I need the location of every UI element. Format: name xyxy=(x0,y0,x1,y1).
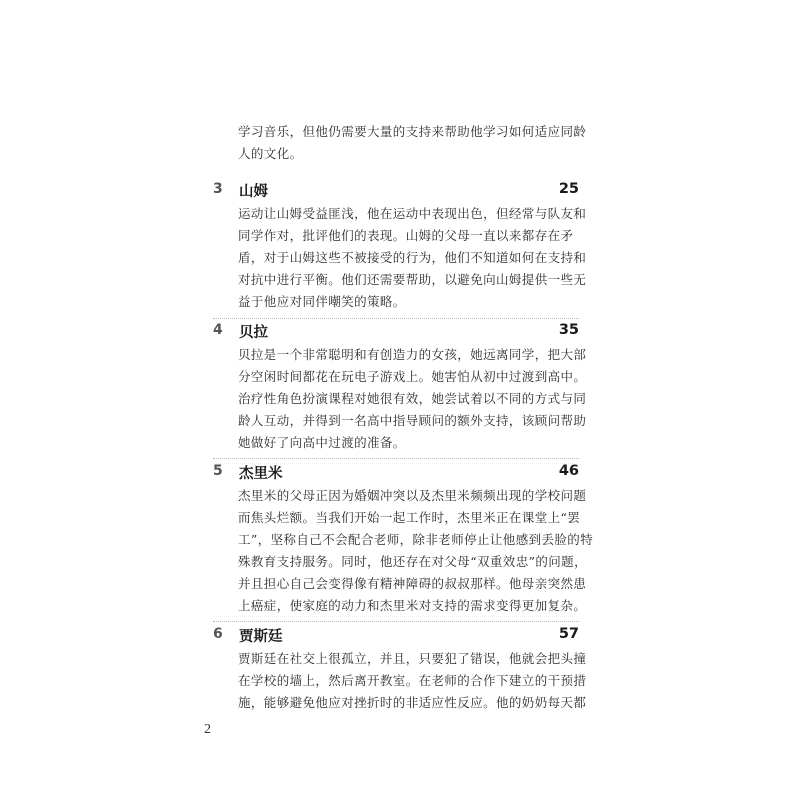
text-line: 而焦头烂额。当我们开始一起工作时，杰里米正在课堂上“罢 xyxy=(238,510,581,525)
entry-summary xyxy=(238,344,587,454)
entry-number: 6 xyxy=(213,626,223,642)
text-line: 人的文化。 xyxy=(238,146,303,161)
text-line: 贾斯廷在社交上很孤立，并且，只要犯了错误，他就会把头撞 xyxy=(238,651,587,666)
text-line: 殊教育支持服务。同时，他还存在对父母“双重效忠”的问题， xyxy=(238,554,587,569)
text-line: 分空闲时间都花在玩电子游戏上。她害怕从初中过渡到高中。 xyxy=(238,369,587,384)
entry-summary xyxy=(238,203,587,313)
entry-header xyxy=(213,463,579,485)
text-line: 贝拉是一个非常聪明和有创造力的女孩，她远离同学，把大部 xyxy=(238,347,587,362)
entry-page-number: 35 xyxy=(558,322,579,338)
text-line: 杰里米的父母正因为婚姻冲突以及杰里米频频出现的学校问题 xyxy=(238,488,587,503)
text-line: 同学作对，批评他们的表现。山姆的父母一直以来都存在矛 xyxy=(238,228,574,243)
text-line: 龄人互动，并得到一名高中指导顾问的额外支持，该顾问帮助 xyxy=(238,413,587,428)
text-line: 工”，坚称自己不会配合老师，除非老师停止让他感到丢脸的特 xyxy=(238,532,594,547)
entry-title: 山姆 xyxy=(239,184,268,200)
entry-page-number: 25 xyxy=(558,181,579,197)
entry-title: 贝拉 xyxy=(239,325,268,341)
entry-number: 4 xyxy=(213,322,223,338)
entry-header xyxy=(213,181,579,203)
page-number: 2 xyxy=(204,722,211,737)
entry-title: 贾斯廷 xyxy=(239,629,283,645)
entry-number: 5 xyxy=(213,463,223,479)
text-line: 学习音乐，但他仍需要大量的支持来帮助他学习如何适应同龄 xyxy=(238,124,587,139)
entry-page-number: 46 xyxy=(558,463,579,479)
text-line: 施，能够避免他应对挫折时的非适应性反应。他的奶奶每天都 xyxy=(238,695,587,710)
entry-title: 杰里米 xyxy=(239,466,283,482)
text-line: 她做好了向高中过渡的准备。 xyxy=(238,435,406,450)
text-line: 在学校的墙上，然后离开教室。在老师的合作下建立的干预措 xyxy=(238,673,587,688)
entry-header xyxy=(213,322,579,344)
text-line: 益于他应对同伴嘲笑的策略。 xyxy=(238,294,406,309)
text-line: 上癌症，使家庭的动力和杰里米对支持的需求变得更加复杂。 xyxy=(238,598,587,613)
entry-number: 3 xyxy=(213,181,223,197)
text-line: 盾，对于山姆这些不被接受的行为，他们不知道如何在支持和 xyxy=(238,250,587,265)
text-line: 运动让山姆受益匪浅，他在运动中表现出色，但经常与队友和 xyxy=(238,206,587,221)
intro-paragraph xyxy=(238,121,587,165)
text-line: 治疗性角色扮演课程对她很有效，她尝试着以不同的方式与同 xyxy=(238,391,587,406)
entry-divider xyxy=(213,318,579,319)
entry-summary xyxy=(238,648,587,714)
entry-divider xyxy=(213,458,579,459)
text-line: 并且担心自己会变得像有精神障碍的叔叔那样。他母亲突然患 xyxy=(238,576,587,591)
text-line: 对抗中进行平衡。他们还需要帮助，以避免向山姆提供一些无 xyxy=(238,272,587,287)
entry-divider xyxy=(213,621,579,622)
entry-header xyxy=(213,626,579,648)
entry-page-number: 57 xyxy=(558,626,579,642)
entry-summary xyxy=(238,485,594,617)
